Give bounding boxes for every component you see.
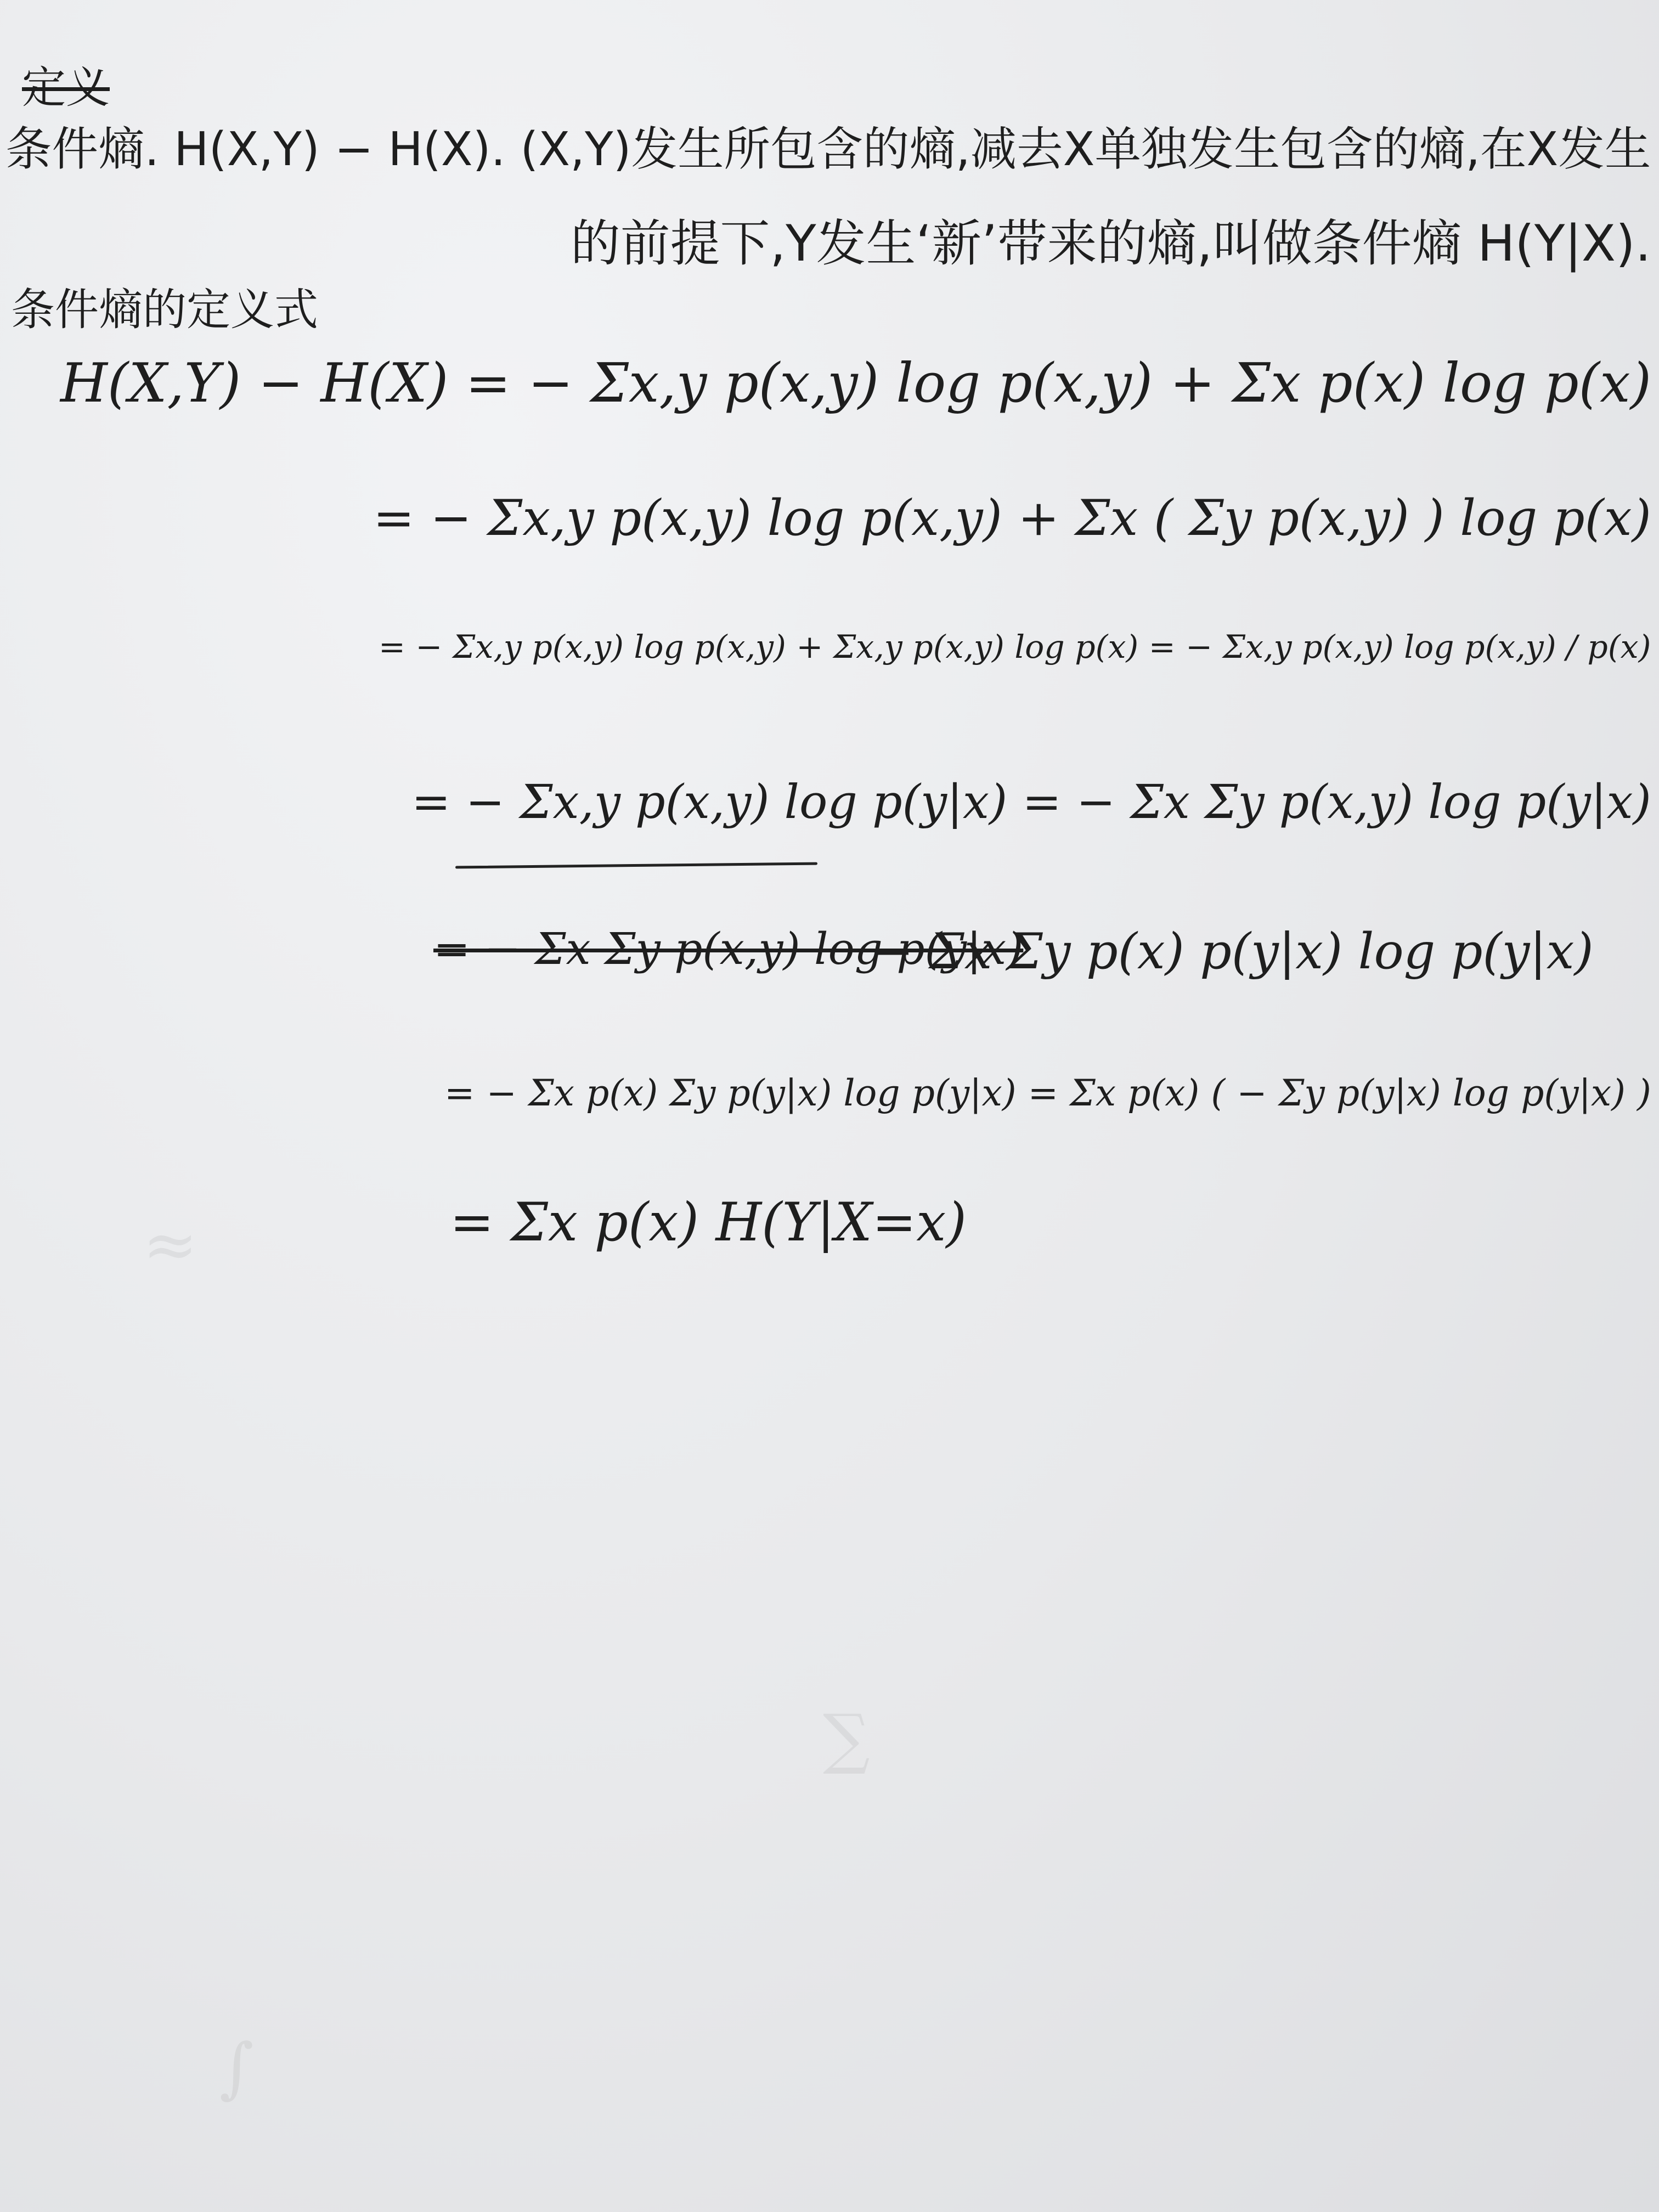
bleed-through-mark: ∑ — [823, 1701, 870, 1777]
equation-line-4: = − Σx,y p(x,y) log p(y|x) = − Σx Σy p(x,y) log p(y|x) — [411, 775, 1651, 830]
equation-line-5: − Σx Σy p(x) p(y|x) log p(y|x) — [872, 923, 1594, 980]
equation-line-1: H(X,Y) − H(X) = − Σx,y p(x,y) log p(x,y) + Σx p(x) log p(x) — [60, 352, 1652, 415]
equation-line-2: = − Σx,y p(x,y) log p(x,y) + Σx ( Σy p(x,y) ) log p(x) — [373, 489, 1651, 547]
crossed-out-heading: 定义 — [22, 62, 110, 113]
section-title: 条件熵的定义式 — [11, 284, 318, 335]
underline — [455, 862, 817, 869]
bleed-through-mark: ≈ — [143, 1207, 198, 1283]
equation-line-5-struck: = − Σx Σy p(x,y) log p(y|x) — [433, 923, 1024, 974]
bleed-through-mark: ∫ — [219, 2030, 254, 2106]
equation-line-6: = − Σx p(x) Σy p(y|x) log p(y|x) = Σx p(x) ( − Σy p(y|x) log p(y|x) ) — [444, 1072, 1651, 1114]
definition-line-2: 的前提下,Y发生‘新’带来的熵,叫做条件熵 H(Y|X). — [571, 215, 1651, 273]
equation-line-7: = Σx p(x) H(Y|X=x) — [450, 1192, 967, 1253]
equation-line-3: = − Σx,y p(x,y) log p(x,y) + Σx,y p(x,y) log p(x) = − Σx,y p(x,y) log p(x,y) / p(x) — [379, 628, 1651, 665]
definition-line-1: 条件熵. H(X,Y) − H(X). (X,Y)发生所包含的熵,减去X单独发生包含的熵,在X发生 — [5, 122, 1651, 176]
